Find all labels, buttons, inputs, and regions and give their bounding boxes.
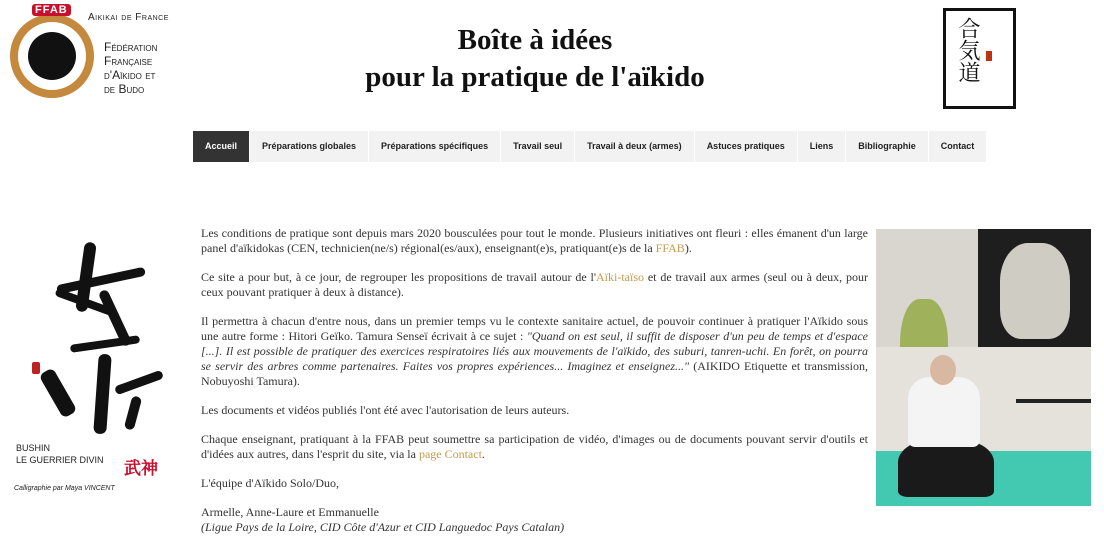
title-line-2: pour la pratique de l'aïkido [365,61,705,93]
paragraph-text: Les conditions de pratique sont depuis mars 2020 bousculées pour tout le monde. Plusieurs initiatives ont fleuri : elles émanent d'un large panel d'aïkidokas (CEN, technicien(ne/s) régional(es/aux), enseignant(e)s, pratiquant(e)s de la [201,226,868,255]
logo-line-3: d'Aïkido et [104,68,156,82]
aikido-calligraphy-image [943,8,1016,109]
nav-item-preparations-globales[interactable]: Préparations globales [250,131,369,162]
brush-stroke [39,367,78,418]
logo-line-1: Fédération [104,40,158,54]
paragraph-text: ). [684,241,692,255]
bushin-caption [16,442,104,466]
purpose-paragraph [201,270,868,300]
main-navigation [193,131,987,162]
nav-item-travail-a-deux[interactable]: Travail à deux (armes) [575,131,695,162]
signature-names: Armelle, Anne-Laure et Emmanuelle [201,505,379,519]
paragraph-text: et de travail aux armes (seul ou à deux, pour ceux pouvant pratiquer à deux à distance). [201,270,869,299]
tamura-photo [876,229,1091,506]
calligraphy-seal [986,51,992,61]
paragraph-text: (AIKIDO Etiquette et transmission, Nobuyoshi Tamura). [201,359,868,388]
nav-item-bibliographie[interactable]: Bibliographie [846,131,929,162]
tamura-quote: "Quand on est seul, il suffit de disposer d'un peu de temps et d'espace [...]. Il est possible de pratiquer des exercices respiratoires liés aux mouvements de l'aïkido, des suburi, tanren-uchi. En forêt, on pourra se servir des arbres comme partenaires. Faites vos propres expériences... Imaginez et enseignez..." [201,329,869,373]
logo-center-dot [28,32,76,80]
calligraphy-text: 合気道 [955,17,980,83]
ffab-logo[interactable] [4,4,194,102]
nav-item-preparations-specifiques[interactable]: Préparations spécifiques [369,131,501,162]
aiki-taiso-link[interactable]: Aïki-taïso [596,270,645,284]
nav-item-travail-seul[interactable]: Travail seul [501,131,575,162]
paragraph-text: Ce site a pour but, à ce jour, de regrouper les propositions de travail autour de l' [201,270,597,284]
logo-aikikai-label: Aikikai de France [88,12,169,23]
calligraphy-glyphs [954,17,980,90]
submission-paragraph [201,432,868,462]
brush-stroke [93,354,112,435]
caption-line-1: BUSHIN [16,443,51,453]
ffab-link[interactable]: FFAB [655,241,685,255]
title-line-1: Boîte à idées [457,24,613,56]
bushin-calligraphy-image [10,228,180,500]
brush-stroke [70,335,140,353]
nav-item-liens[interactable]: Liens [798,131,847,162]
logo-federation-text [104,40,157,96]
paragraph-text: . [481,447,485,461]
intro-paragraph [201,226,868,256]
nav-item-astuces-pratiques[interactable]: Astuces pratiques [695,131,798,162]
page-title [300,22,770,96]
logo-ffab-label: FFAB [32,4,71,16]
nav-item-contact[interactable]: Contact [929,131,988,162]
paragraph-text: Il permettra à chacun d'entre nous, dans un premier temps vu le contexte sanitaire actuel, de pouvoir continuer à pratiquer l'Aïkido sous une autre forme : Hitori Geïko. Tamura Senseï écrivait à ce sujet : [201,314,868,343]
leagues-text: (Ligue Pays de la Loire, CID Côte d'Azur et CID Languedoc Pays Catalan) [201,520,565,534]
brush-stroke [114,370,164,396]
contact-page-link[interactable]: page Contact [418,447,482,461]
team-paragraph: L'équipe d'Aïkido Solo/Duo, [201,476,339,490]
paragraph-text: Chaque enseignant, pratiquant à la FFAB peut soumettre sa participation de vidéo, d'images ou de documents pouvant servir d'outils et d'idées aux autres, dans l'esprit du site, via la [201,432,868,461]
photo-portrait-face [1000,243,1070,339]
photo-hakama [898,439,994,497]
main-content [201,226,868,535]
photo-gi [908,377,980,447]
brush-stroke [124,395,142,430]
authorization-paragraph: Les documents et vidéos publiés l'ont été avec l'autorisation de leurs auteurs. [201,403,570,417]
nav-item-accueil[interactable]: Accueil [193,131,250,162]
logo-line-4: de Budo [104,82,145,96]
calligraphy-seal [32,362,40,374]
photo-weapon-rack [1016,399,1091,403]
caption-line-2: LE GUERRIER DIVIN [16,455,104,465]
photo-head [930,355,956,385]
signature-leagues [201,520,868,535]
logo-line-2: Française [104,54,153,68]
calligraphy-credit: Calligraphie par Maya VINCENT [14,485,115,492]
bushin-kanji: 武神 [124,459,158,479]
hitori-geiko-paragraph [201,314,868,389]
